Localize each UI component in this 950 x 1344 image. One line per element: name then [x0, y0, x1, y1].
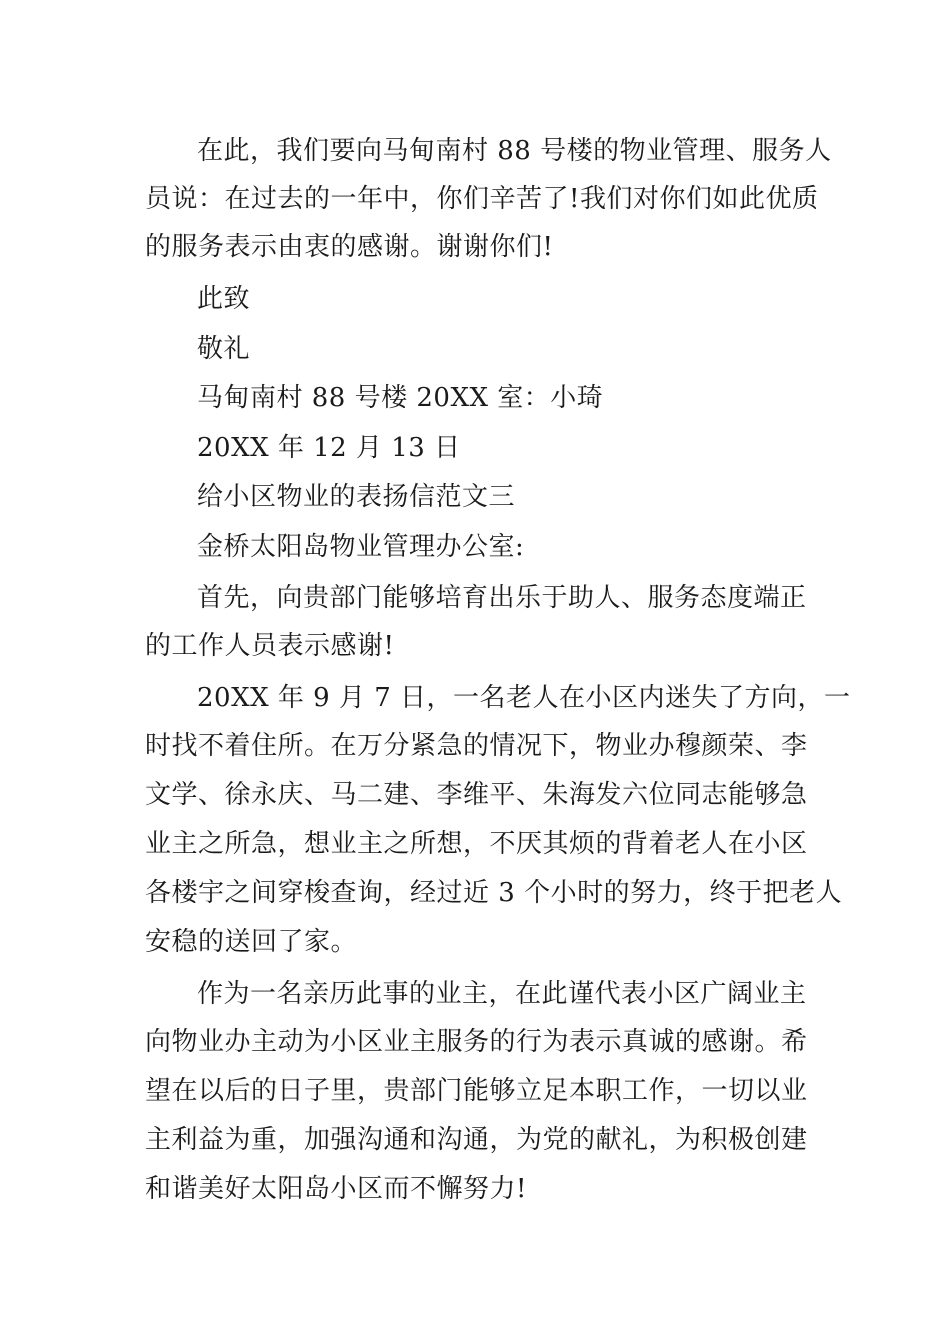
- closing-regards: 敬礼: [197, 334, 251, 364]
- closing-salutation: 此致: [197, 284, 251, 314]
- paragraph-4-line-1: 作为一名亲历此事的业主，在此谨代表小区广阔业主: [197, 979, 807, 1009]
- paragraph-4-line-2: 向物业办主动为小区业主服务的行为表示真诚的感谢。希: [145, 1027, 808, 1057]
- paragraph-3-line-2: 时找不着住所。在万分紧急的情况下，物业办穆颜荣、李: [145, 731, 808, 761]
- section-title: 给小区物业的表扬信范文三: [197, 482, 516, 512]
- recipient: 金桥太阳岛物业管理办公室:: [197, 532, 525, 562]
- paragraph-2-line-2: 的工作人员表示感谢!: [145, 631, 395, 661]
- signature: 马甸南村 88 号楼 20XX 室：小琦: [197, 383, 604, 413]
- paragraph-3-line-5: 各楼宇之间穿梭查询，经过近 3 个小时的努力，终于把老人: [145, 878, 843, 908]
- letter-date: 20XX 年 12 月 13 日: [197, 433, 461, 463]
- paragraph-1-line-2: 员说：在过去的一年中，你们辛苦了!我们对你们如此优质: [145, 184, 819, 214]
- paragraph-3-line-1: 20XX 年 9 月 7 日，一名老人在小区内迷失了方向，一: [197, 683, 851, 713]
- paragraph-4-line-4: 主利益为重，加强沟通和沟通，为党的献礼，为积极创建: [145, 1125, 808, 1155]
- paragraph-2-line-1: 首先，向贵部门能够培育出乐于助人、服务态度端正: [197, 583, 807, 613]
- paragraph-3-line-6: 安稳的送回了家。: [145, 927, 358, 957]
- paragraph-4-line-5: 和谐美好太阳岛小区而不懈努力!: [145, 1174, 527, 1204]
- paragraph-3-line-3: 文学、徐永庆、马二建、李维平、朱海发六位同志能够急: [145, 780, 808, 810]
- paragraph-1-line-3: 的服务表示由衷的感谢。谢谢你们!: [145, 232, 554, 262]
- paragraph-1-line-1: 在此，我们要向马甸南村 88 号楼的物业管理、服务人: [197, 136, 832, 166]
- paragraph-4-line-3: 望在以后的日子里，贵部门能够立足本职工作，一切以业: [145, 1076, 808, 1106]
- paragraph-3-line-4: 业主之所急，想业主之所想，不厌其烦的背着老人在小区: [145, 829, 808, 859]
